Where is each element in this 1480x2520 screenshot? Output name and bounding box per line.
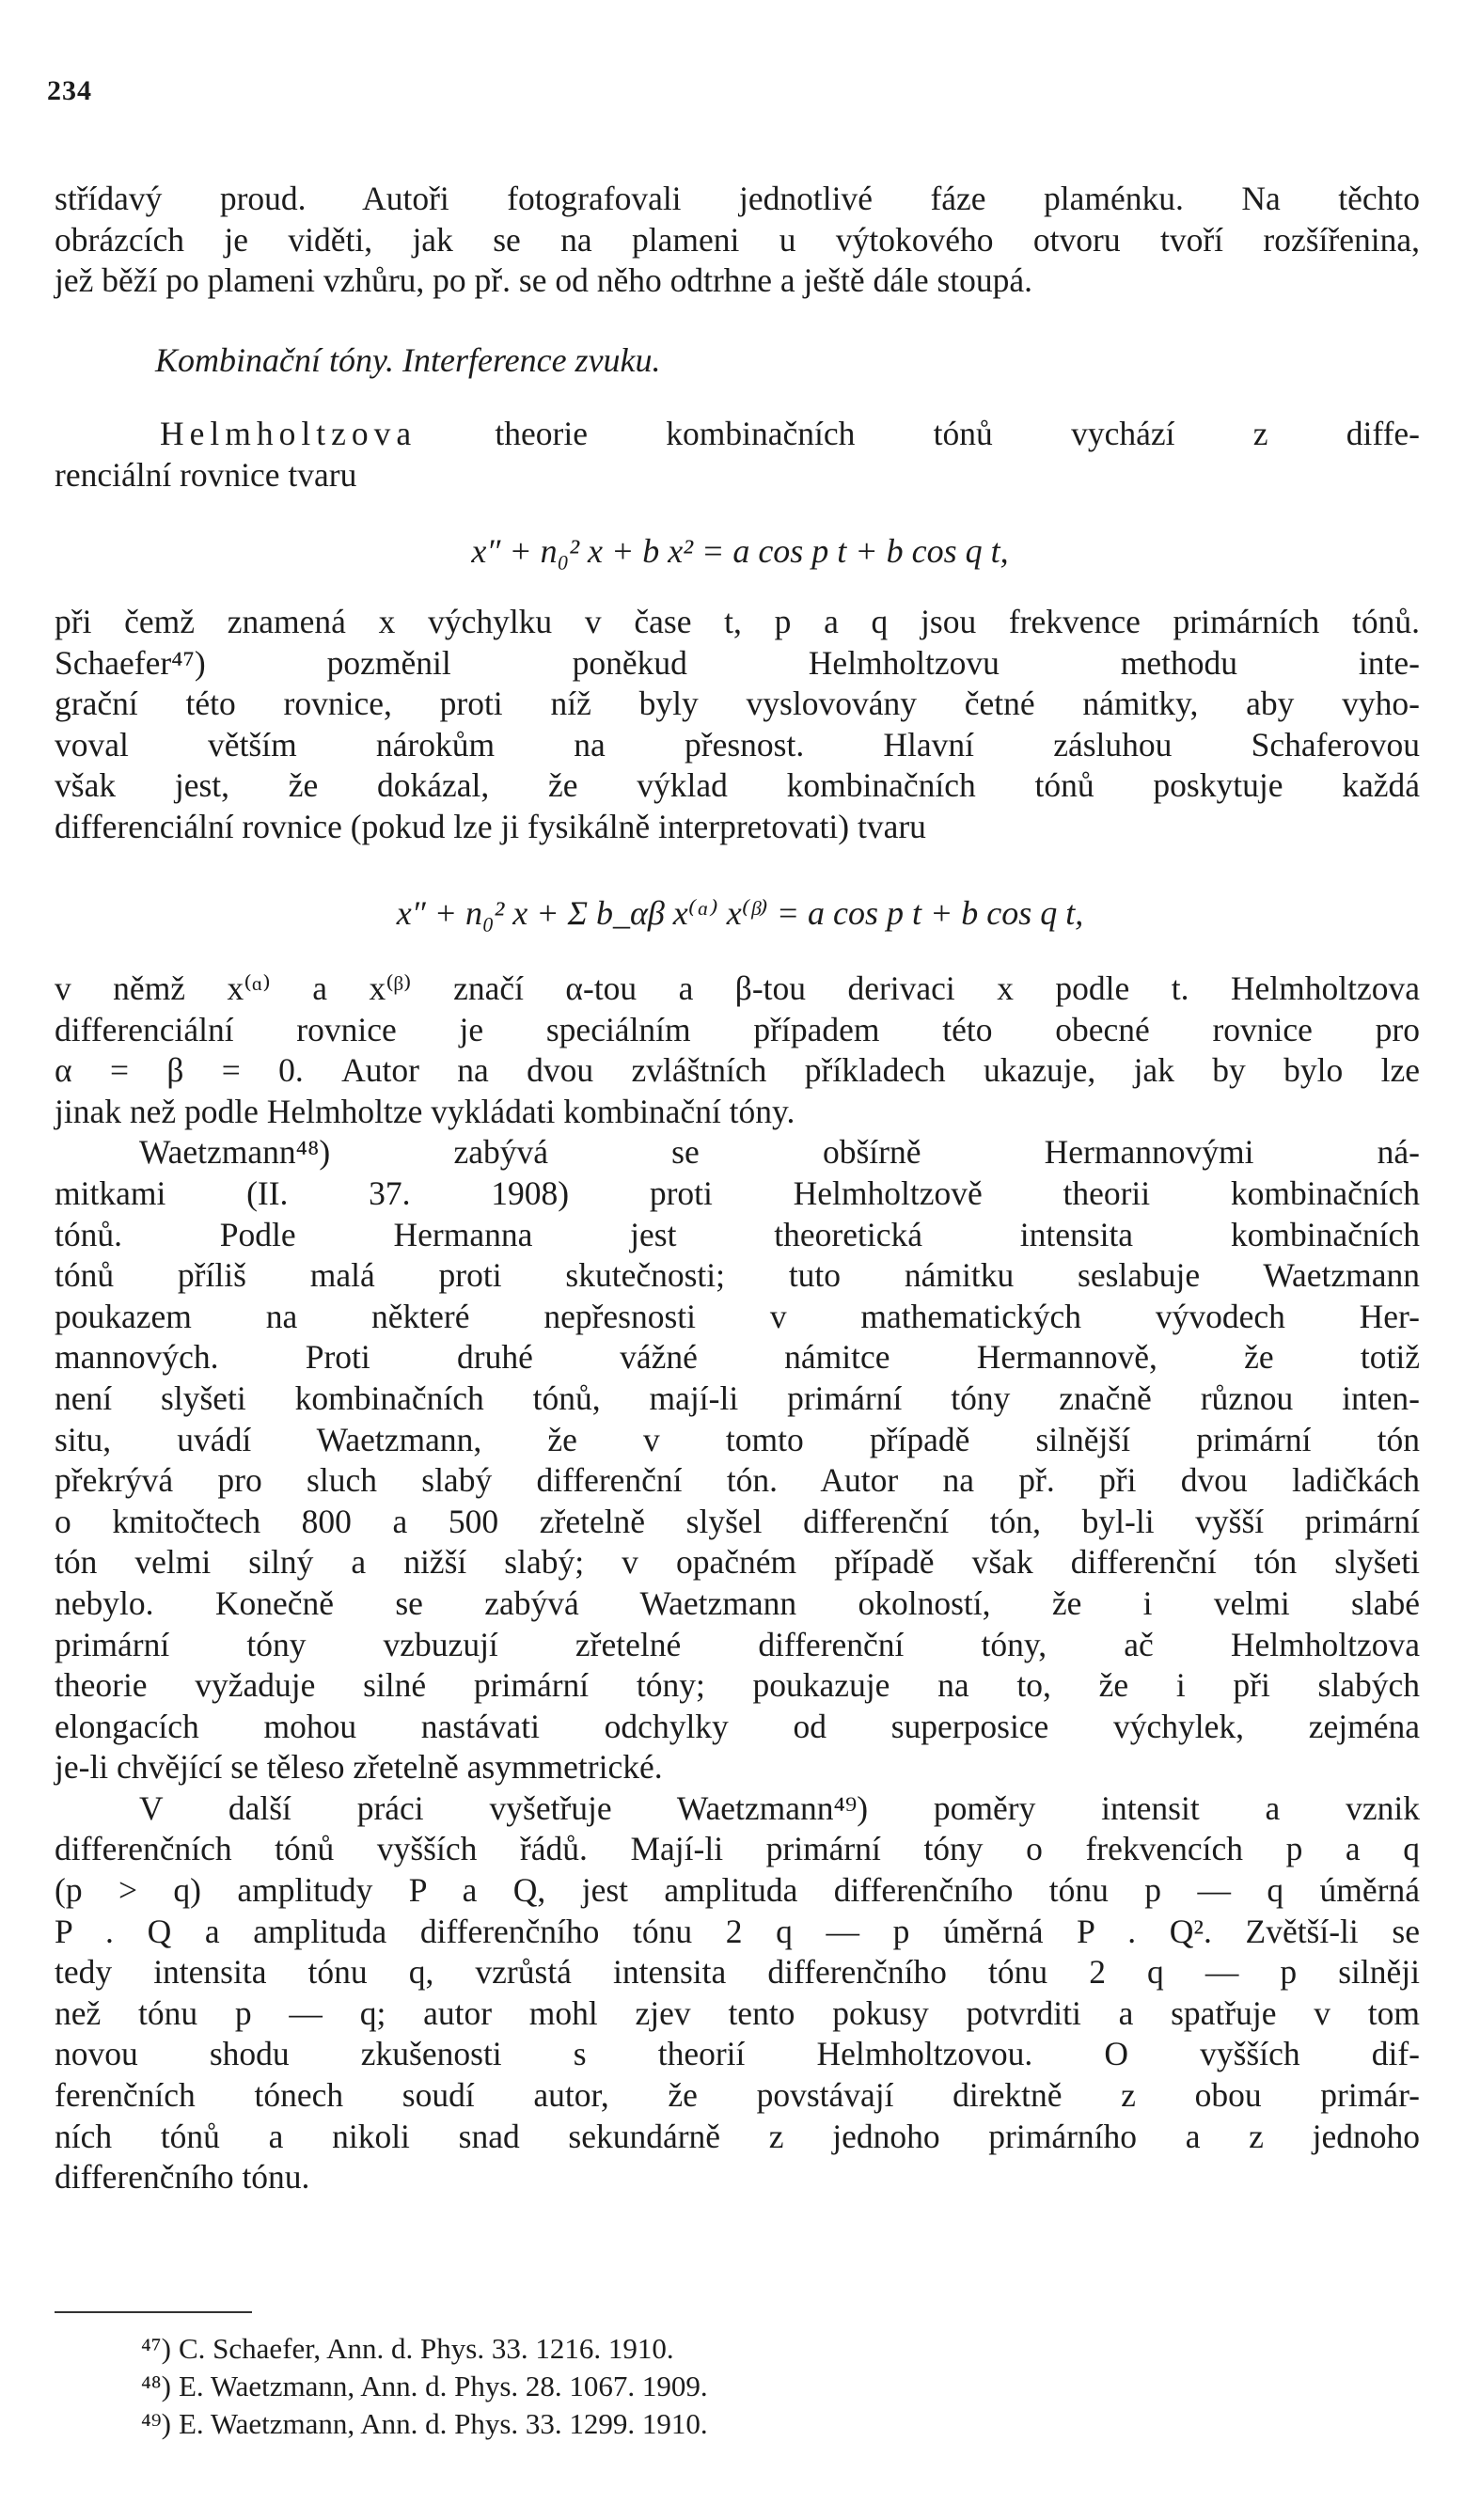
footnote-divider — [55, 2311, 252, 2313]
text-line: situ, uvádí Waetzmann, že v tomto případě silnější primární tón — [55, 1420, 1420, 1458]
text-line: voval větším nárokům na přesnost. Hlavní zásluhou Schaferovou — [55, 725, 1420, 764]
text-line: jež běží po plameni vzhůru, po př. se od něho odtrhne a ještě dále stoupá. — [55, 261, 1033, 300]
text-line: novou shodu zkušenosti s theorií Helmholtzovou. O vyšších dif- — [55, 2035, 1420, 2073]
text-line: než tónu p — q; autor mohl zjev tento pokusy potvrditi a spatřuje v tom — [55, 1993, 1420, 2032]
footnotes — [141, 2330, 708, 2443]
text-line: Schaefer⁴⁷) pozměnil poněkud Helmholtzovu methodu inte- — [55, 643, 1420, 682]
text-line: v němž x⁽ᵅ⁾ a x⁽ᵝ⁾ značí α-tou a β-tou derivaci x podle t. Helmholtzova — [55, 969, 1420, 1007]
text-line: ních tónů a nikoli snad sekundárně z jednoho primárního a z jednoho — [55, 2117, 1420, 2155]
paragraph-helmholtz-theory — [55, 414, 1420, 496]
text-fragment: theorie kombinačních tónů vychází z diffe- — [495, 415, 1420, 452]
footnote-number: ⁴⁹) — [141, 2407, 171, 2440]
text-line: tónů. Podle Hermanna jest theoretická intensita kombinačních — [55, 1215, 1420, 1253]
text-line: tón velmi silný a nižší slabý; v opačném případě však differenční tón slyšeti — [55, 1543, 1420, 1582]
text-line: tedy intensita tónu q, vzrůstá intensita differenčního tónu 2 q — p silněji — [55, 1953, 1420, 1992]
text-line: primární tóny vzbuzují zřetelné differenční tóny, ač Helmholtzova — [55, 1625, 1420, 1663]
text-line: poukazem na některé nepřesnosti v mathematických vývodech Her- — [55, 1297, 1420, 1335]
text-line: renciální rovnice tvaru — [55, 455, 357, 494]
text-line: differenciální rovnice je speciálním případem této obecné rovnice pro — [55, 1010, 1420, 1048]
equation-general: x″ + n₀² x + Σ b_αβ x⁽ᵅ⁾ x⁽ᵝ⁾ = a cos p t + b cos q t, — [396, 894, 1084, 932]
text-line: překrývá pro sluch slabý differenční tón. Autor na př. při dvou ladičkách — [55, 1461, 1420, 1500]
footnote-text: E. Waetzmann, Ann. d. Phys. 33. 1299. 1910. — [179, 2407, 708, 2440]
footnote-text: E. Waetzmann, Ann. d. Phys. 28. 1067. 1909. — [179, 2370, 708, 2402]
text-line: však jest, že dokázal, že výklad kombinačních tónů poskytuje každá — [55, 766, 1420, 805]
text-line: V další práci vyšetřuje Waetzmann⁴⁹) poměry intensit a vznik — [139, 1788, 1420, 1827]
footnote-text: C. Schaefer, Ann. d. Phys. 33. 1216. 1910. — [179, 2332, 674, 2365]
text-line: je-li chvějící se těleso zřetelně asymmetrické. — [55, 1748, 663, 1787]
text-line: elongacích mohou nastávati odchylky od superposice výchylek, zejména — [55, 1707, 1420, 1745]
text-line: differenčního tónu. — [55, 2158, 310, 2197]
equation-helmholtz: x″ + n₀² x + b x² = a cos p t + b cos q t, — [471, 532, 1009, 570]
author-name: Helmholtzova — [160, 415, 417, 452]
section-heading: Kombinační tóny. Interference zvuku. — [155, 341, 661, 379]
text-line: mitkami (II. 37. 1908) proti Helmholtzově theorii kombinačních — [55, 1173, 1420, 1212]
text-line: differenciální rovnice (pokud lze ji fysikálně interpretovati) tvaru — [55, 807, 926, 845]
paragraph-waetzmann — [55, 969, 1420, 2198]
text-line: theorie vyžaduje silné primární tóny; poukazuje na to, že i při slabých — [55, 1666, 1420, 1705]
page-number: 234 — [47, 75, 92, 106]
paragraph-schaefer — [55, 602, 1420, 848]
text-line: grační této rovnice, proti níž byly vyslovovány četné námitky, aby vyho- — [55, 685, 1420, 723]
text-line: tónů příliš malá proti skutečnosti; tuto námitku seslabuje Waetzmann — [55, 1256, 1420, 1295]
text-line: střídavý proud. Autoři fotografovali jednotlivé fáze plaménku. Na těchto — [55, 180, 1420, 217]
text-line: mannových. Proti druhé vážné námitce Hermannově, že totiž — [55, 1338, 1420, 1377]
footnote — [141, 2368, 708, 2405]
text-line: Waetzmann⁴⁸) zabývá se obšírně Hermannovými ná- — [139, 1133, 1420, 1172]
text-line: nebylo. Konečně se zabývá Waetzmann okolností, že i velmi slabé — [55, 1583, 1420, 1622]
text-line: obrázcích je viděti, jak se na plameni u výtokového otvoru tvoří rozšířenina, — [55, 220, 1420, 259]
text-line: (p > q) amplitudy P a Q, jest amplituda differenčního tónu p — q úměrná — [55, 1871, 1420, 1910]
paragraph-flame — [55, 179, 1420, 302]
text-line: jinak než podle Helmholtze vykládati kombinační tóny. — [55, 1092, 795, 1130]
text-line: při čemž znamená x výchylku v čase t, p a q jsou frekvence primárních tónů. — [55, 603, 1420, 640]
footnote-number: ⁴⁸) — [141, 2370, 171, 2402]
footnote — [141, 2405, 708, 2443]
text-line: differenčních tónů vyšších řádů. Mají-li primární tóny o frekvencích p a q — [55, 1830, 1420, 1868]
footnote — [141, 2330, 708, 2368]
text-line: α = β = 0. Autor na dvou zvláštních příkladech ukazuje, jak by bylo lze — [55, 1051, 1420, 1090]
footnote-number: ⁴⁷) — [141, 2332, 171, 2365]
text-line — [55, 414, 1420, 455]
text-line: není slyšeti kombinačních tónů, mají-li primární tóny značně různou inten- — [55, 1378, 1420, 1417]
text-line: ferenčních tónech soudí autor, že povstávají direktně z obou primár- — [55, 2076, 1420, 2115]
text-line: P . Q a amplituda differenčního tónu 2 q — p úměrná P . Q². Zvětší-li se — [55, 1912, 1420, 1950]
text-line: o kmitočtech 800 a 500 zřetelně slyšel differenční tón, byl-li vyšší primární — [55, 1502, 1420, 1540]
